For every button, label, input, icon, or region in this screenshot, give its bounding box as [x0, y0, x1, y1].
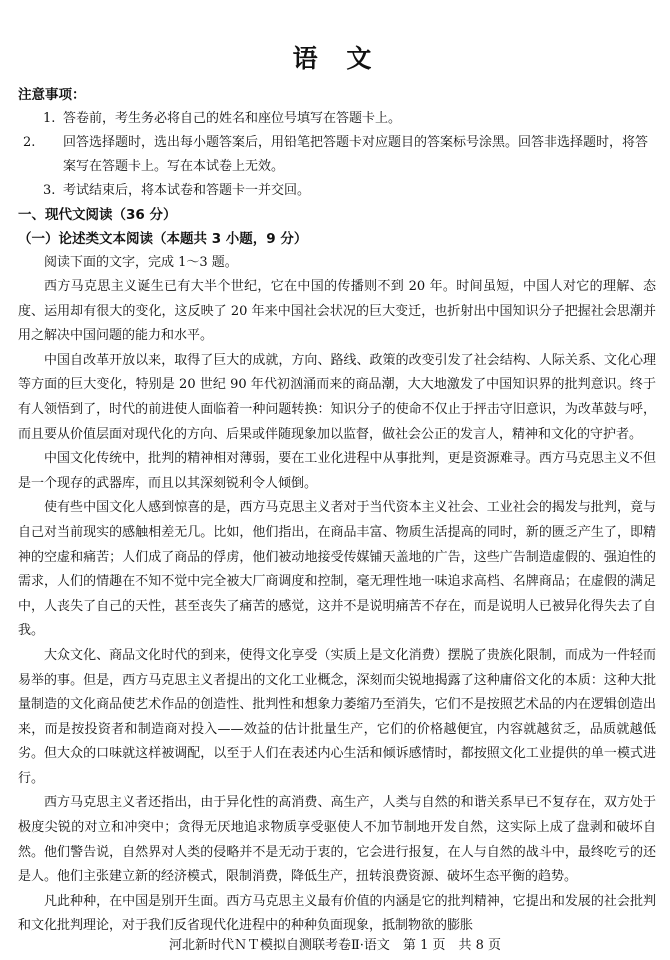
page-title: 语 文: [292, 44, 382, 73]
subsection-heading: （一）论述类文本阅读（本题共 3 小题，9 分）: [18, 231, 308, 247]
notice-heading: 注意事项：: [18, 87, 86, 103]
notice-item: 1. 答卷前，考生务必将自己的姓名和座位号填写在答题卡上。: [43, 111, 402, 126]
passage-paragraph: 使有些中国文化人感到惊喜的是，西方马克思主义者对于当代资本主义社会、工业社会的揭发与批判，竟与自己对当前现实的感触相差无几。比如，他们指出，在商品丰富、物质生活提高的同时，新的匮乏产生了，即精神的空虚和痛苦；人们成了商品的俘虏，他们被动地接受传媒铺天盖地的广告，这些广告制造虚假的、强迫性的需求，人们的情趣在不知不觉中完全被大厂商调度和控制，毫无理性地一味追求高档、名牌商品；在虚假的满足中，人丧失了自己的天性，甚至丧失了痛苦的感觉，这并不是说明痛苦不存在，而是说明人已被异化得失去了自我。: [18, 500, 656, 639]
passage-paragraph: 中国文化传统中，批判的精神相对薄弱，要在工业化进程中从事批判，更是资源难寻。西方马克思主义不但是一个现存的武器库，而且以其深刻锐利令人倾倒。: [18, 451, 656, 491]
page-footer: 河北新时代ＮＴ模拟自测联考卷Ⅱ·语文 第 1 页 共 8 页: [168, 938, 502, 953]
passage-paragraph: 凡此种种，在中国是别开生面。西方马克思主义最有价值的内涵是它的批判精神，它提出和发展的社会批判和文化批判理论，对于我们反省现代化进程中的种种负面现象，抵制物欲的膨胀: [18, 893, 656, 934]
section-heading: 一、现代文阅读（36 分）: [18, 207, 177, 223]
passage-paragraph: 中国自改革开放以来，取得了巨大的成就，方向、路线、政策的改变引发了社会结构、人际关系、文化心理等方面的巨大变化，特别是 20 世纪 90 年代初汹涌而来的商品潮，大大地激发了中国知识界的批判意识。终于有人领悟到了，时代的前进使人面临着一种问题转换：知识分子的使命不仅止于抨击守旧意识，为改革鼓与呼，而且要从价值层面对现代化的方向、后果或伴随现象加以监督，做社会公正的发言人，精神和文化的守护者。: [18, 352, 656, 442]
passage-paragraph: 大众文化、商品文化时代的到来，使得文化享受（实质上是文化消费）摆脱了贵族化限制，而成为一件轻而易举的事。但是，西方马克思主义者提出的文化工业概念，深刻而尖锐地揭露了这种庸俗文化的本质：这种大批量制造的文化商品使艺术作品的创造性、批判性和想象力萎缩乃至消失，它们不是按照艺术品的内在逻辑创造出来，而是按投资者和制造商对投入——效益的估计批量生产，它们的价格越便宜，内容就越贫乏，品质就越低劣。但大众的口味就这样被调配，以至于人们在表述内心生活和倾诉感情时，都按照文化工业提供的单一模式进行。: [18, 647, 656, 786]
notice-item: 3. 考试结束后，将本试卷和答题卡一并交回。: [43, 183, 311, 198]
passage-paragraph: 西方马克思主义者还指出，由于异化性的高消费、高生产，人类与自然的和谐关系早已不复存在，双方处于极度尖锐的对立和冲突中；贪得无厌地追求物质享受驱使人不加节制地开发自然，这实际上成了盘剥和破坏自然。他们警告说，自然界对人类的侵略并不是无动于衷的，它会进行报复，在人与自然的战斗中，最终吃亏的还是人。他们主张建立新的经济模式，限制消费，降低生产，扭转浪费资源、破坏生态平衡的趋势。: [18, 795, 656, 885]
passage-paragraph: 西方马克思主义诞生已有大半个世纪，它在中国的传播则不到 20 年。时间虽短，中国人对它的理解、态度、运用却有很大的变化，这反映了 20 年来中国社会状况的巨大变迁，也折射出中国知识分子把握社会思潮并用之解决中国问题的能力和水平。: [18, 279, 656, 344]
notice-item: 2. 回答选择题时，选出每小题答案后，用铅笔把答题卡对应题目的答案标号涂黑。回答非选择题时，将答案写在答题卡上。写在本试卷上无效。: [23, 135, 649, 174]
reading-instruction: 阅读下面的文字，完成 1～3 题。: [44, 255, 238, 270]
